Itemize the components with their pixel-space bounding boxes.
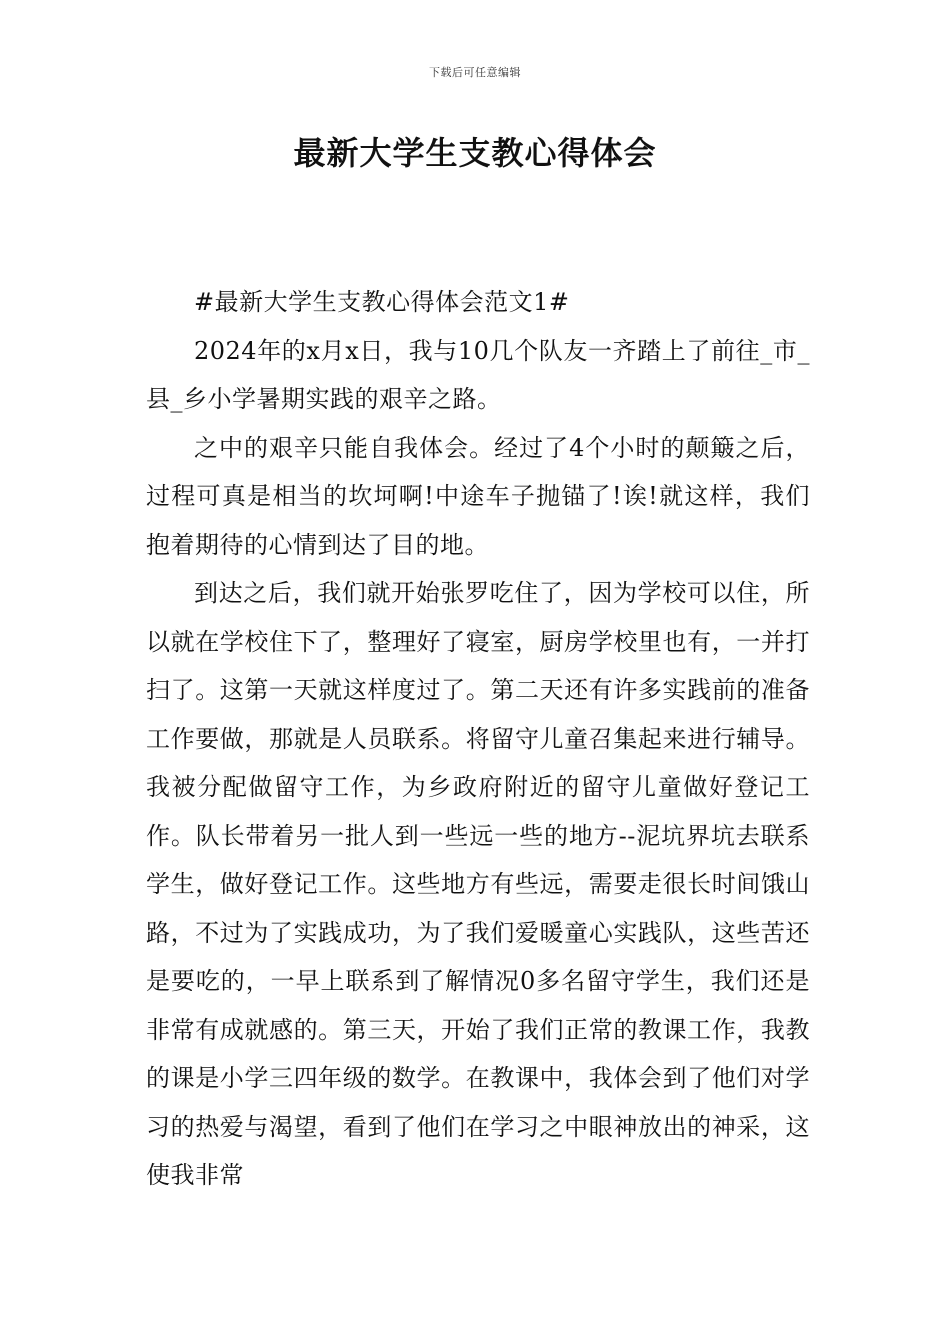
paragraph: 到达之后，我们就开始张罗吃住了，因为学校可以住，所以就在学校住下了，整理好了寝室，厨房学校里也有，一并打扫了。这第一天就这样度过了。第二天还有许多实践前的准备工作要做，那就是人员联系。将留守儿童召集起来进行辅导。我被分配做留守工作，为乡政府附近的留守儿童做好登记工作。队长带着另一批人到一些远一些的地方--泥坑界坑去联系学生，做好登记工作。这些地方有些远，需要走很长时间饿山路，不过为了实践成功，为了我们爱暖童心实践队，这些苦还是要吃的，一早上联系到了解情况0多名留守学生，我们还是非常有成就感的。第三天，开始了我们正常的教课工作，我教的课是小学三四年级的数学。在教课中，我体会到了他们对学习的热爱与渴望，看到了他们在学习之中眼神放出的神采，这使我非常 [146,579,810,1189]
document-title: 最新大学生支教心得体会 [293,134,657,172]
paragraph: 2024年的x月x日，我与10几个队友一齐踏上了前往_市_县_乡小学暑期实践的艰辛之路。 [146,336,810,413]
paragraph: 之中的艰辛只能自我体会。经过了4个小时的颠簸之后，过程可真是相当的坎坷啊!中途车子抛锚了!诶!就这样，我们抱着期待的心情到达了目的地。 [146,433,810,559]
paragraph-heading: #最新大学生支教心得体会范文1# [194,288,570,316]
document-body [146,278,810,1200]
header-note: 下载后可任意编辑 [429,66,521,79]
